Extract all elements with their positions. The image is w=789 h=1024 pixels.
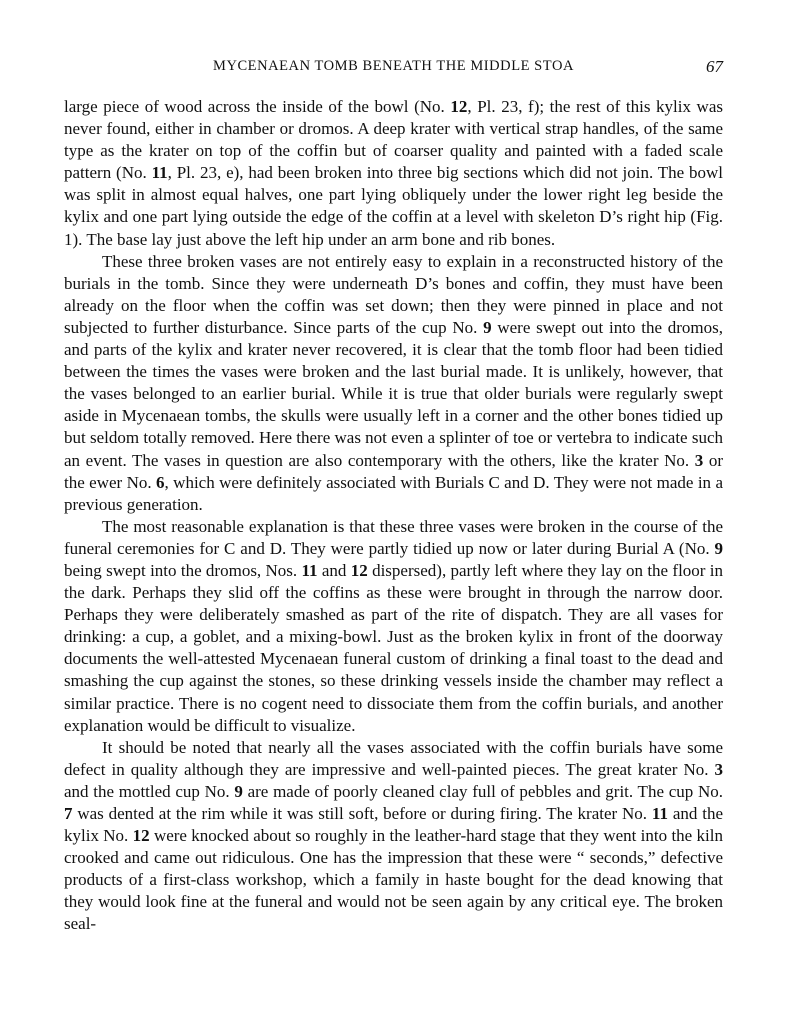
paragraph-4: [64, 737, 723, 936]
text-run: are made of poorly cleaned clay full of pebbles and grit. The cup No.: [242, 781, 723, 801]
running-title: MYCENAEAN TOMB BENEATH THE MIDDLE STOA: [213, 58, 574, 74]
text-run: , Pl. 23, f); the rest of this kylix was never found, either in chamber or dromos. A deep krater with vertical strap handles, of the same type as the krater on top of the coffin but of coarser quality and painted with a faded scale pattern (No.: [64, 97, 723, 183]
text-run: It should be noted that nearly all the vases associated with the coffin burials have some defect in quality although they are impressive and well-painted pieces. The great krater No.: [64, 737, 723, 779]
body-text: [64, 96, 723, 936]
text-run: were knocked about so roughly in the leather-hard stage that they went into the kiln crooked and came out ridiculous. One has the impression that these were “ seconds,” defective products of a first-class workshop, which a family in haste bought for the dead knowing that they would look fine at the funeral and would not be seen again by any critical eye. The broken seal-: [64, 826, 723, 934]
text-run: These three broken vases are not entirely easy to explain in a reconstructed history of the burials in the tomb. Since they were underneath D’s bones and coffin, they must have been already on the floor when the coffin was set down; then they were pinned in place and not subjected to further disturbance. Since parts of the cup No.: [64, 251, 723, 337]
paragraph-1: [64, 96, 723, 251]
catalogue-number: 11: [301, 560, 318, 580]
catalogue-number: 9: [234, 781, 243, 801]
text-run: being swept into the dromos, Nos.: [64, 560, 302, 580]
catalogue-number: 9: [483, 317, 492, 337]
catalogue-number: 12: [132, 826, 150, 846]
running-head: [64, 58, 723, 80]
text-run: and the mottled cup No.: [64, 781, 235, 801]
catalogue-number: 3: [714, 759, 723, 779]
text-run: , which were definitely associated with Burials C and D. They were not made in a previous generation.: [64, 472, 723, 514]
text-run: and: [317, 560, 351, 580]
paragraph-3: [64, 516, 723, 737]
catalogue-number: 6: [156, 472, 165, 492]
catalogue-number: 3: [694, 450, 704, 470]
text-run: and the kylix No.: [64, 804, 723, 846]
catalogue-number: 9: [714, 538, 723, 558]
catalogue-number: 11: [151, 163, 168, 183]
text-run: large piece of wood across the inside of the bowl (No.: [64, 97, 451, 116]
text-run: was dented at the rim while it was still soft, before or during firing. The krater No.: [72, 804, 652, 823]
page-number: 67: [706, 57, 723, 76]
text-run: dispersed), partly left where they lay on the floor in the dark. Perhaps they slid off the coffins as these were brought in through the narrow door. Perhaps they were deliberately smashed as part of the rite of dispatch. They are all vases for drinking: a cup, a goblet, and a mixing-bowl. Just as the broken kylix in front of the doorway documents the well-attested Mycenaean funeral custom of drinking a final toast to the dead and smashing the cup against the stones, so these drinking vessels inside the chamber may reflect a similar practice. There is no cogent need to dissociate them from the coffin burials, and another explanation would be difficult to visualize.: [64, 560, 724, 735]
catalogue-number: 7: [64, 804, 73, 823]
catalogue-number: 11: [651, 804, 668, 823]
catalogue-number: 12: [350, 560, 368, 580]
paragraph-2: [64, 251, 723, 516]
catalogue-number: 12: [450, 97, 468, 116]
text-run: or the ewer No.: [64, 450, 723, 492]
text-run: , Pl. 23, e), had been broken into three big sections which did not join. The bowl was split in almost equal halves, one part lying obliquely under the lower right leg beside the kylix and one part lying outside the edge of the coffin at a level with skeleton D’s right hip (Fig. 1). The base lay just above the left hip under an arm bone and rib bones.: [64, 163, 724, 249]
text-run: The most reasonable explanation is that these three vases were broken in the course of the funeral ceremonies for C and D. They were partly tidied up now or later during Burial A (No.: [64, 516, 723, 558]
text-run: were swept out into the dromos, and parts of the kylix and krater never recovered, it is clear that the tomb floor had been tidied between the times the vases were broken and the last burial made. It is unlikely, however, that the vases belonged to an earlier burial. While it is true that older burials were regularly swept aside in Mycenaean tombs, the skulls were usually left in a corner and the other bones tidied up but seldom totally removed. Here there was not even a splinter of toe or vertebra to indicate such an event. The vases in question are also contemporary with the others, like the krater No.: [64, 317, 723, 470]
